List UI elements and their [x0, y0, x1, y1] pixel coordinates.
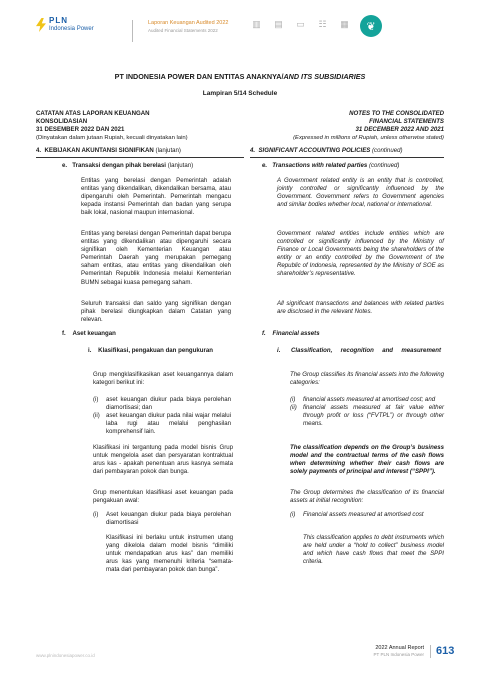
leaf-icon[interactable]: ❦: [360, 15, 382, 37]
right-initial-recognition-list: [290, 511, 444, 519]
left-notes-heading: CATATAN ATAS LAPORAN KEUANGAN KONSOLIDASIAN 31 DESEMBER 2022 DAN 2021: [36, 110, 150, 134]
left-section-underline: [36, 157, 244, 158]
right-units: (Expressed in millions of Rupiah, unless otherwise stated): [293, 135, 444, 141]
bar-chart-icon[interactable]: ▤: [274, 19, 283, 29]
right-paragraph-7: This classification applies to debt instruments which are held under a “hold to collect” business model and which have cash flows that meet the SPPI criteria.: [303, 534, 444, 566]
report-icon[interactable]: ▦: [340, 19, 349, 29]
left-paragraph-4: Grup mengklasifikasikan aset keuangannya dalam kategori berikut ini:: [93, 371, 233, 387]
right-paragraph-6: The Group determines the classification of its financial assets at initial recognition:: [290, 489, 444, 505]
left-subsection-e: e. Transaksi dengan pihak berelasi (lanjutan): [62, 162, 194, 169]
list-item: (i) Aset keuangan diukur pada biaya perolehan diamortisasi: [93, 511, 231, 527]
report-title: Laporan Keuangan Audited 2022: [148, 20, 229, 26]
logo-subtitle: Indonesia Power: [49, 26, 94, 32]
list-item: (i) Financial assets measured at amortised cost: [290, 511, 424, 518]
list-item: (i) aset keuangan diukur pada biaya perolehan diamortisasi; dan: [93, 396, 231, 412]
report-title-block: [148, 20, 228, 33]
left-paragraph-6: Grup menentukan klasifikasi aset keuangan pada pengakuan awal:: [93, 489, 233, 505]
page-header: [0, 0, 480, 52]
right-paragraph-5: The classification depends on the Group’s business model and the contractual terms of the cash flows when determining whether their cash flows are solely payments of principal and interest (“SPPI”).: [290, 444, 444, 476]
right-subsection-f: f. Financial assets: [262, 330, 320, 337]
right-subsection-i: i. Classification, recognition and measurement: [277, 347, 441, 354]
website-link[interactable]: www.plnindonesiapower.co.id: [36, 653, 95, 658]
right-paragraph-4: The Group classifies its financial assets into the following categories:: [290, 371, 444, 387]
list-item: (ii) aset keuangan diukur pada nilai wajar melalui laba rugi atau melalui penghasilan komprehensif lain.: [93, 412, 231, 436]
document-icon[interactable]: ▭: [296, 19, 305, 29]
right-subsection-e: e. Transactions with related parties (continued): [262, 162, 400, 169]
left-category-list: [93, 396, 231, 436]
left-initial-recognition-list: [93, 511, 231, 527]
section-nav: [250, 18, 391, 37]
right-section-heading: 4. SIGNIFICANT ACCOUNTING POLICIES (continued): [250, 147, 403, 154]
report-subtitle: Audited Financial Statements 2022: [148, 28, 218, 33]
schedule-label: Lampiran 5/14 Schedule: [202, 90, 278, 97]
footer-report-label: 2022 Annual Report PT PLN Indonesia Power: [373, 645, 424, 657]
list-item: (i) financial assets measured at amortised cost; and: [290, 396, 436, 403]
page-title: PT INDONESIA POWER DAN ENTITAS ANAKNYA/AND ITS SUBSIDIARIES: [114, 72, 366, 81]
building-icon[interactable]: ▥: [252, 19, 261, 29]
right-paragraph-3: All significant transactions and balances with related parties are disclosed in the relevant Notes.: [277, 300, 444, 316]
left-paragraph-5: Klasifikasi ini tergantung pada model bisnis Grup untuk mengelola aset dan persyaratan kontraktual arus kas - apakah penentuan arus kasnya semata dari pembayaran pokok dan bunga.: [93, 444, 233, 476]
left-subsection-f: f. Aset keuangan: [62, 330, 116, 337]
left-units: (Dinyatakan dalam jutaan Rupiah, kecuali dinyatakan lain): [36, 135, 188, 141]
left-subsection-i: i. Klasifikasi, pengakuan dan pengukuran: [88, 347, 213, 354]
right-paragraph-1: A Government related entity is an entity that is controlled, jointly controlled or significantly influenced by the Government. Government refers to Government agencies and similar bodies whether local, national or international.: [277, 177, 444, 209]
left-section-heading: 4. KEBIJAKAN AKUNTANSI SIGNIFIKAN (lanjutan): [36, 147, 181, 154]
left-paragraph-7: Klasifikasi ini berlaku untuk instrumen utang yang dikelola dalam model bisnis “dimiliki untuk mendapatkan arus kas” dan memiliki arus kas yang memenuhi kriteria “semata-mata dari pembayaran pokok dan bunga”.: [106, 534, 233, 574]
logo-brand: PLN: [49, 16, 68, 25]
company-logo: [36, 17, 94, 33]
left-paragraph-1: Entitas yang berelasi dengan Pemerintah adalah entitas yang dikendalikan, dikendalikan bersama, atau dipengaruhi oleh Pemerintah. Pemerintah mengacu kepada instansi Pemerintah dan badan yang serupa baik lokal, nasional maupun internasional.: [81, 177, 231, 217]
list-item: (ii) financial assets measured at fair value either through profit or loss (“FVTPL”) or through other means.: [290, 404, 444, 428]
people-icon[interactable]: ☷: [318, 19, 327, 29]
left-paragraph-3: Seluruh transaksi dan saldo yang signifikan dengan pihak berelasi diungkapkan dalam Catatan yang relevan.: [81, 300, 231, 324]
right-category-list: [290, 396, 444, 428]
header-divider: [132, 20, 133, 42]
lightning-bolt-icon: [36, 18, 46, 32]
footer-divider: [430, 645, 431, 658]
right-paragraph-2: Government related entities include entities which are controlled or significantly influenced by the Ministry of Finance or Local Governments being the shareholders of the entity or an entity controlled by the Government of the Republic of Indonesia, represented by the Ministry of SOE as shareholder’s representative.: [277, 230, 444, 278]
right-section-underline: [250, 157, 444, 158]
page-number: 613: [436, 645, 455, 657]
left-paragraph-2: Entitas yang berelasi dengan Pemerintah dapat berupa entitas yang dikendalikan atau dipengaruhi secara signifikan oleh Kementerian Keuangan atau Pemerintah Daerah yang merupakan pemegang saham entitas, atau entitas yang dikendalikan oleh Pemerintah Republik Indonesia melalui Kementerian BUMN sebagai kuasa pemegang saham.: [81, 230, 231, 286]
right-notes-heading: NOTES TO THE CONSOLIDATED FINANCIAL STATEMENTS 31 DECEMBER 2022 AND 2021: [349, 110, 444, 134]
